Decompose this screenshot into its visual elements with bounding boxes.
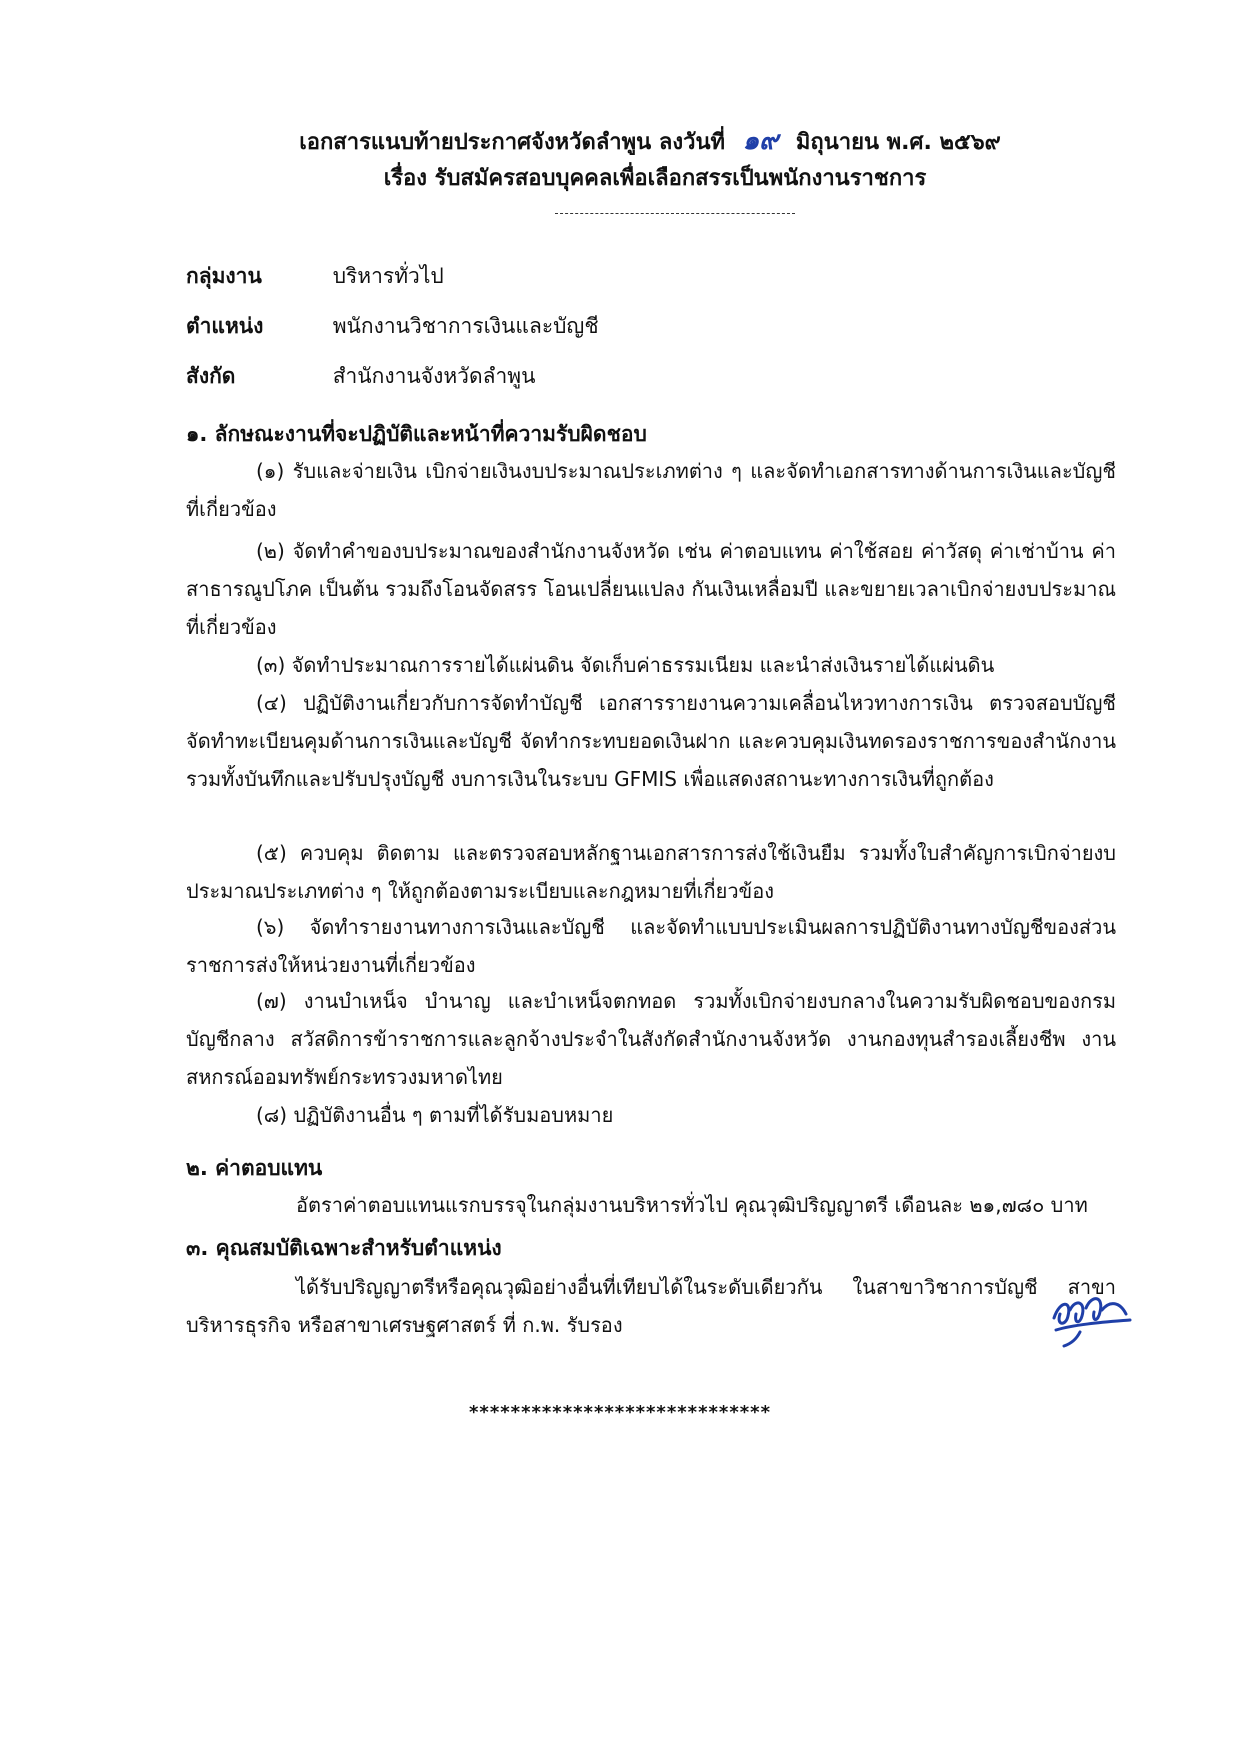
field-position	[186, 310, 599, 343]
duty-item-8: (๘) ปฏิบัติงานอื่น ๆ ตามที่ได้รับมอบหมาย	[256, 1103, 614, 1127]
field-work-group	[186, 260, 444, 293]
field-value: บริหารทั่วไป	[332, 264, 444, 288]
duty-item-1: (๑) รับและจ่ายเงิน เบิกจ่ายเงินงบประมาณประเภทต่าง ๆ และจัดทำเอกสารทางด้านการเงินและบัญชีที่เกี่ยวข้อง	[186, 459, 1116, 521]
section1-title: ๑. ลักษณะงานที่จะปฏิบัติและหน้าที่ความรับผิดชอบ	[186, 422, 647, 446]
qualification-text: ได้รับปริญญาตรีหรือคุณวุฒิอย่างอื่นที่เทียบได้ในระดับเดียวกัน ในสาขาวิชาการบัญชี สาขาบริหารธุรกิจ หรือสาขาเศรษฐศาสตร์ ที่ ก.พ. รับรอง	[186, 1275, 1116, 1337]
footer-asterisk-line: *****************************	[469, 1402, 771, 1423]
duty-item-4: (๔) ปฏิบัติงานเกี่ยวกับการจัดทำบัญชี เอกสารรายงานความเคลื่อนไหวทางการเงิน ตรวจสอบบัญชี จัดทำทะเบียนคุมด้านการเงินและบัญชี จัดทำกระทบยอดเงินฝาก และควบคุมเงินทดรองราชการของสำนักงาน รวมทั้งบันทึกและปรับปรุงบัญชี งบการเงินในระบบ GFMIS เพื่อแสดงสถานะทางการเงินที่ถูกต้อง	[186, 691, 1116, 791]
field-value: สำนักงานจังหวัดลำพูน	[332, 364, 536, 388]
field-label: กลุ่มงาน	[186, 264, 262, 288]
field-label: สังกัด	[186, 364, 236, 388]
duty-item-3: (๓) จัดทำประมาณการรายได้แผ่นดิน จัดเก็บค่าธรรมเนียม และนำส่งเงินรายได้แผ่นดิน	[256, 653, 995, 677]
duty-item-2: (๒) จัดทำคำของบประมาณของสำนักงานจังหวัด เช่น ค่าตอบแทน ค่าใช้สอย ค่าวัสดุ ค่าเช่าบ้าน ค่าสาธารณูปโภค เป็นต้น รวมถึงโอนจัดสรร โอนเปลี่ยนแปลง กันเงินเหลื่อมปี และขยายเวลาเบิกจ่ายงบประมาณที่เกี่ยวข้อง	[186, 539, 1116, 639]
dashed-divider	[555, 213, 795, 214]
handwritten-initials-signature	[1046, 1280, 1136, 1350]
handwritten-date: ๑๙	[742, 126, 779, 156]
compensation-text: อัตราค่าตอบแทนแรกบรรจุในกลุ่มงานบริหารทั่วไป คุณวุฒิปริญญาตรี เดือนละ ๒๑,๗๘๐ บาท	[296, 1193, 1088, 1217]
header-prefix: เอกสารแนบท้ายประกาศจังหวัดลำพูน ลงวันที่	[299, 130, 725, 155]
section3-title: ๓. คุณสมบัติเฉพาะสำหรับตำแหน่ง	[186, 1236, 502, 1260]
header-subject: เรื่อง รับสมัครสอบบุคคลเพื่อเลือกสรรเป็นพนักงานราชการ	[383, 166, 927, 191]
duty-item-5: (๕) ควบคุม ติดตาม และตรวจสอบหลักฐานเอกสารการส่งใช้เงินยืม รวมทั้งใบสำคัญการเบิกจ่ายงบประมาณประเภทต่าง ๆ ให้ถูกต้องตามระเบียบและกฎหมายที่เกี่ยวข้อง	[186, 841, 1116, 903]
section2-title: ๒. ค่าตอบแทน	[186, 1156, 323, 1180]
field-affiliation	[186, 360, 535, 393]
field-value: พนักงานวิชาการเงินและบัญชี	[332, 314, 599, 338]
duty-item-7: (๗) งานบำเหน็จ บำนาญ และบำเหน็จตกทอด รวมทั้งเบิกจ่ายงบกลางในความรับผิดชอบของกรมบัญชีกลาง สวัสดิการข้าราชการและลูกจ้างประจำในสังกัดสำนักงานจังหวัด งานกองทุนสำรองเลี้ยงชีพ งานสหกรณ์ออมทรัพย์กระทรวงมหาดไทย	[186, 989, 1116, 1089]
duty-item-6: (๖) จัดทำรายงานทางการเงินและบัญชี และจัดทำแบบประเมินผลการปฏิบัติงานทางบัญชีของส่วนราชการส่งให้หน่วยงานที่เกี่ยวข้อง	[186, 915, 1116, 977]
field-label: ตำแหน่ง	[186, 314, 264, 338]
header-title-line1	[60, 120, 1240, 161]
header-suffix: มิถุนายน พ.ศ. ๒๕๖๙	[795, 130, 1001, 155]
